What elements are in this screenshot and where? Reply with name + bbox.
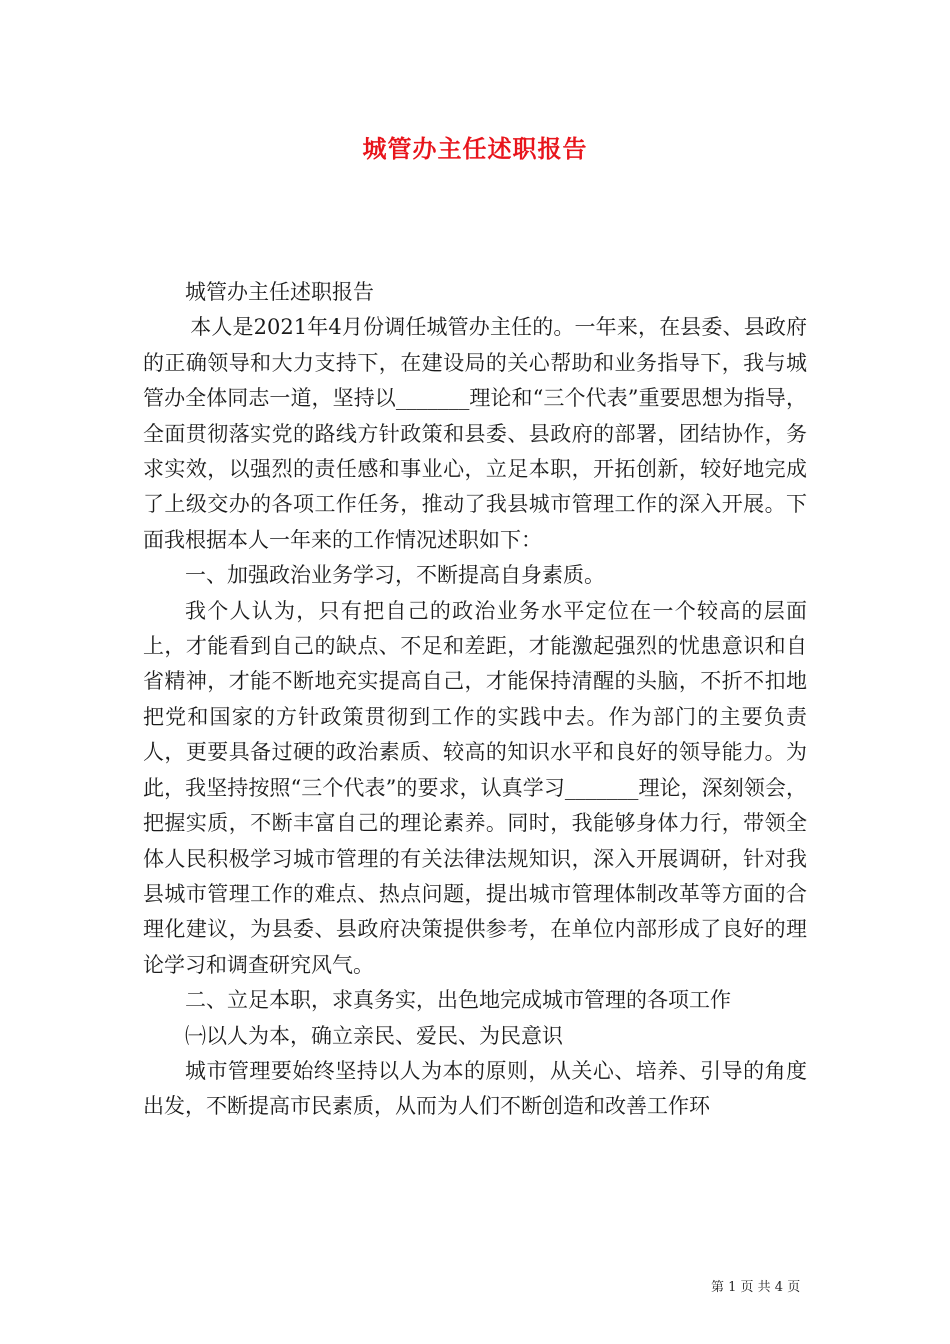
section-heading-2: 二、立足本职，求真务实，出色地完成城市管理的各项工作 bbox=[185, 988, 731, 1013]
paragraph-subsection-1: 城市管理要始终坚持以人为本的原则，从关心、培养、引导的角度出发，不断提高市民素质，从而为人们不断创造和改善工作环 bbox=[143, 1058, 807, 1119]
paragraph-section-1: 我个人认为，只有把自己的政治业务水平定位在一个较高的层面上，才能看到自己的缺点、不足和差距，才能激起强烈的忧患意识和自省精神，才能不断地充实提高自己，才能保持清醒的头脑，不折不扣地把党和国家的方针政策贯彻到工作的实践中去。作为部门的主要负责人，更要具备过硬的政治素质、较高的知识水平和良好的领导能力。为此，我坚持按照“三个代表”的要求，认真学习_______理论，深刻领会，把握实质，不断丰富自己的理论素养。同时，我能够身体力行，带领全体人民积极学习城市管理的有关法律法规知识，深入开展调研，针对我县城市管理工作的难点、热点问题，提出城市管理体制改革等方面的合理化建议，为县委、县政府决策提供参考，在单位内部形成了良好的理论学习和调查研究风气。 bbox=[143, 598, 807, 977]
page-number-footer: 第 1 页 共 4 页 bbox=[711, 1280, 801, 1295]
body-heading: 城管办主任述职报告 bbox=[185, 280, 374, 304]
section-heading-1: 一、加强政治业务学习，不断提高自身素质。 bbox=[185, 563, 605, 588]
document-title: 城管办主任述职报告 bbox=[362, 134, 588, 163]
subsection-heading-1: ㈠以人为本，确立亲民、爱民、为民意识 bbox=[185, 1023, 563, 1048]
document-body bbox=[143, 275, 807, 1125]
paragraph-intro: 本人是2021年4月份调任城管办主任的。一年来，在县委、县政府的正确领导和大力支持下，在建设局的关心帮助和业务指导下，我与城管办全体同志一道，坚持以_______理论和“三个代表”重要思想为指导，全面贯彻落实党的路线方针政策和县委、县政府的部署，团结协作，务求实效，以强烈的责任感和事业心，立足本职，开拓创新，较好地完成了上级交办的各项工作任务，推动了我县城市管理工作的深入开展。下面我根据本人一年来的工作情况述职如下： bbox=[143, 315, 807, 552]
